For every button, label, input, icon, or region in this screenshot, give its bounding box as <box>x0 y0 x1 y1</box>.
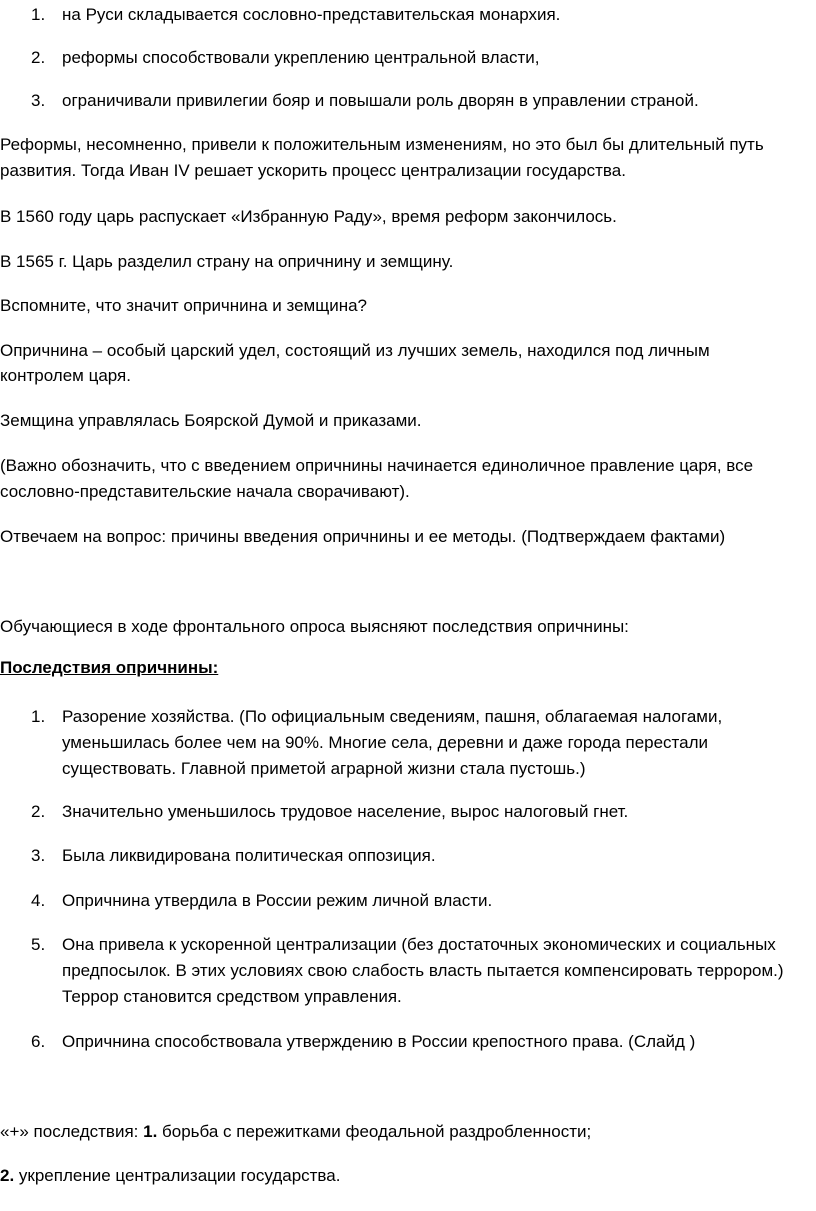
positive-consequences-line-1 <box>0 1121 591 1143</box>
list-item-text: предпосылок. В этих условиях свою слабость власть пытается компенсировать террором.) <box>62 961 784 980</box>
positive-consequences-line-2 <box>0 1165 340 1187</box>
list-item-text: Опричнина утвердила в России режим личной власти. <box>62 891 493 910</box>
list-item-text: Разорение хозяйства. (По официальным сведениям, пашня, облагаемая налогами, <box>62 707 723 726</box>
list-number: 3. <box>31 846 46 865</box>
paragraph-line: В 1565 г. Царь разделил страну на опричнину и земщину. <box>0 252 454 271</box>
list-item-text: реформы способствовали укреплению центральной власти, <box>62 48 540 67</box>
paragraph-line: Опричнина – особый царский удел, состоящий из лучших земель, находился под личным <box>0 341 710 360</box>
paragraph-line: Обучающиеся в ходе фронтального опроса выясняют последствия опричнины: <box>0 617 629 636</box>
list-number: 5. <box>31 935 46 954</box>
list-number: 1. <box>31 707 46 726</box>
paragraph-line: контролем царя. <box>0 366 131 385</box>
paragraph-line: развития. Тогда Иван IV решает ускорить процесс централизации государства. <box>0 161 626 180</box>
list-item-text: Террор становится средством управления. <box>62 987 402 1006</box>
list-number: 2. <box>31 48 46 67</box>
paragraph-line: (Важно обозначить, что с введением опричнины начинается единоличное правление царя, все <box>0 456 754 475</box>
paragraph-line: Отвечаем на вопрос: причины введения опричнины и ее методы. (Подтверждаем фактами) <box>0 527 726 546</box>
list-number: 3. <box>31 91 46 110</box>
list-number: 2. <box>31 802 46 821</box>
list-item-text: Опричнина способствовала утверждению в России крепостного права. (Слайд ) <box>62 1032 696 1051</box>
paragraph-line: Земщина управлялась Боярской Думой и приказами. <box>0 411 422 430</box>
positive-text-1: борьба с пережитками феодальной раздробленности; <box>157 1122 592 1141</box>
list-item-text: Была ликвидирована политическая оппозиция. <box>62 846 436 865</box>
positive-number-2: 2. <box>0 1166 15 1185</box>
list-number: 4. <box>31 891 46 910</box>
positive-text-2: укрепление централизации государства. <box>14 1166 341 1185</box>
consequences-heading: Последствия опричнины: <box>0 658 219 677</box>
paragraph-line: Реформы, несомненно, привели к положительным изменениям, но это был бы длительный путь <box>0 135 764 154</box>
list-item-text: Значительно уменьшилось трудовое население, вырос налоговый гнет. <box>62 802 629 821</box>
paragraph-line: сословно-представительские начала сворачивают). <box>0 482 410 501</box>
list-item-text: на Руси складывается сословно-представительская монархия. <box>62 5 561 24</box>
list-item-text: ограничивали привилегии бояр и повышали роль дворян в управлении страной. <box>62 91 699 110</box>
list-item-text: уменьшилась более чем на 90%. Многие села, деревни и даже города перестали <box>62 733 709 752</box>
paragraph-line: В 1560 году царь распускает «Избранную Раду», время реформ закончилось. <box>0 207 617 226</box>
paragraph-line: Вспомните, что значит опричнина и земщина? <box>0 296 367 315</box>
list-number: 6. <box>31 1032 46 1051</box>
positive-prefix: «+» последствия: <box>0 1122 144 1141</box>
list-number: 1. <box>31 5 46 24</box>
positive-number-1: 1. <box>143 1122 158 1141</box>
list-item-text: Она привела к ускоренной централизации (без достаточных экономических и социальных <box>62 935 776 954</box>
list-item-text: существовать. Главной приметой аграрной жизни стала пустошь.) <box>62 759 586 778</box>
